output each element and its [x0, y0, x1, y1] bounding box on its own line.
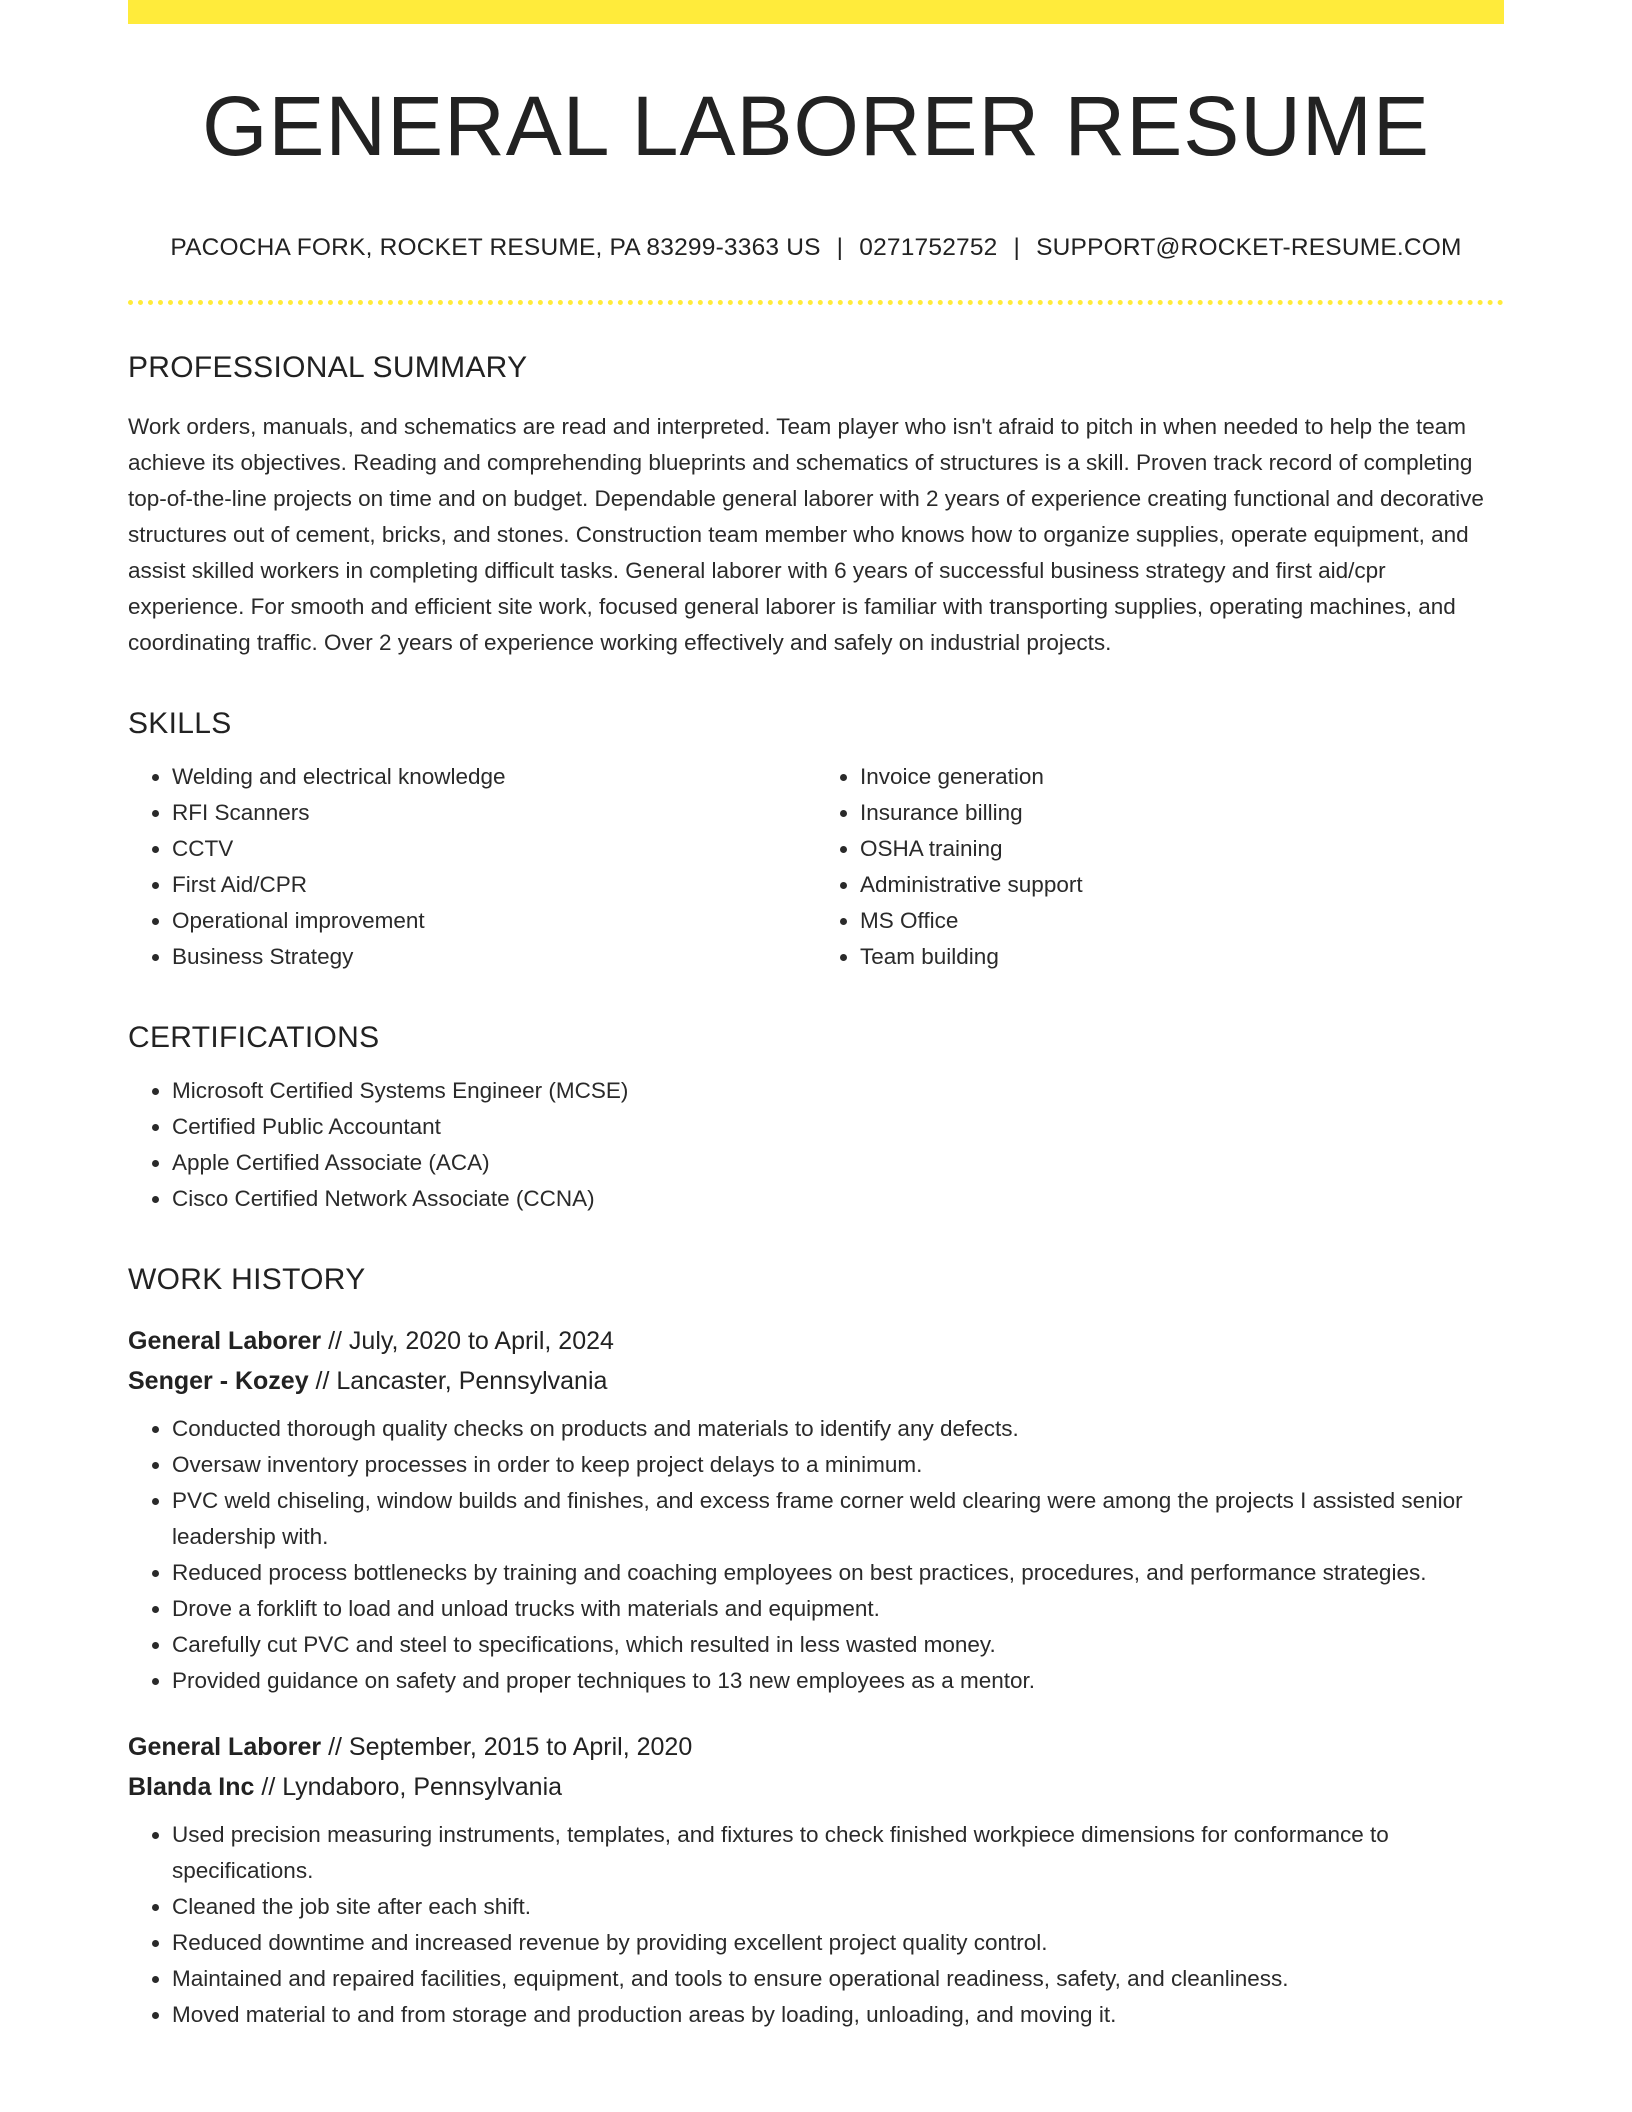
certification-item: • Cisco Certified Network Associate (CCNA)	[172, 1181, 1504, 1217]
job-title: General Laborer	[128, 1733, 322, 1762]
certifications-section	[128, 1021, 1504, 1217]
professional-summary-section	[128, 351, 1504, 661]
job-company: Blanda Inc	[128, 1773, 255, 1802]
job-duty-item: • Reduced process bottlenecks by training and coaching employees on best practices, procedures, and performance strategies.	[172, 1555, 1504, 1591]
job-entry	[128, 1727, 1504, 2033]
skill-item: • First Aid/CPR	[172, 867, 816, 903]
job-duty-item: • Conducted thorough quality checks on products and materials to identify any defects.	[172, 1411, 1504, 1447]
summary-text: Work orders, manuals, and schematics are read and interpreted. Team player who isn't afraid to pitch in when needed to help the team achieve its objectives. Reading and comprehending blueprints and schematics of structures is a skill. Proven track record of completing top-of-the-line projects on time and on budget. Dependable general laborer with 2 years of experience creating functional and decorative structures out of cement, bricks, and stones. Construction team member who knows how to organize supplies, operate equipment, and assist skilled workers in completing difficult tasks. General laborer with 6 years of successful business strategy and first aid/cpr experience. For smooth and efficient site work, focused general laborer is familiar with transporting supplies, operating machines, and coordinating traffic. Over 2 years of experience working effectively and safely on industrial projects.	[128, 414, 1484, 656]
job-entry	[128, 1321, 1504, 1699]
job-company-line	[128, 1767, 1504, 1807]
job-company-line	[128, 1361, 1504, 1401]
skill-item: • RFI Scanners	[172, 795, 816, 831]
job-dates: // July, 2020 to April, 2024	[321, 1327, 614, 1356]
job-dates: // September, 2015 to April, 2020	[321, 1733, 693, 1762]
contact-phone: 0271752752	[859, 234, 998, 262]
job-title-line	[128, 1727, 1504, 1767]
contact-line	[128, 234, 1504, 262]
skills-list-left	[128, 759, 816, 975]
job-duty-item: • Provided guidance on safety and proper techniques to 13 new employees as a mentor.	[172, 1663, 1504, 1699]
skill-item: • Invoice generation	[860, 759, 1504, 795]
job-duties-list	[128, 1817, 1504, 2033]
skill-item: • Insurance billing	[860, 795, 1504, 831]
skill-item: • Welding and electrical knowledge	[172, 759, 816, 795]
certification-item: • Apple Certified Associate (ACA)	[172, 1145, 1504, 1181]
skills-grid	[128, 741, 1504, 975]
job-company: Senger - Kozey	[128, 1367, 309, 1396]
job-duty-item: • Oversaw inventory processes in order to keep project delays to a minimum.	[172, 1447, 1504, 1483]
skill-item: • Team building	[860, 939, 1504, 975]
certification-item: • Microsoft Certified Systems Engineer (MCSE)	[172, 1073, 1504, 1109]
skill-item: • Operational improvement	[172, 903, 816, 939]
skill-item: • CCTV	[172, 831, 816, 867]
section-heading-certifications: CERTIFICATIONS	[128, 1021, 380, 1055]
skills-section	[128, 707, 1504, 975]
resume-title: GENERAL LABORER RESUME	[202, 79, 1430, 173]
job-title: General Laborer	[128, 1327, 322, 1356]
top-accent-bar	[128, 0, 1504, 24]
skill-item: • MS Office	[860, 903, 1504, 939]
job-duty-item: • Cleaned the job site after each shift.	[172, 1889, 1504, 1925]
job-duties-list	[128, 1411, 1504, 1699]
skill-item: • Administrative support	[860, 867, 1504, 903]
certifications-list	[128, 1073, 1504, 1217]
job-duty-item: • Reduced downtime and increased revenue by providing excellent project quality control.	[172, 1925, 1504, 1961]
job-duty-item: • Drove a forklift to load and unload trucks with materials and equipment.	[172, 1591, 1504, 1627]
skill-item: • Business Strategy	[172, 939, 816, 975]
contact-email: SUPPORT@ROCKET-RESUME.COM	[1036, 234, 1462, 262]
contact-separator: |	[1013, 234, 1021, 262]
job-duty-item: • Used precision measuring instruments, templates, and fixtures to check finished workpiece dimensions for conformance to specifications.	[172, 1817, 1504, 1889]
job-duty-item: • Carefully cut PVC and steel to specifications, which resulted in less wasted money.	[172, 1627, 1504, 1663]
section-heading-skills: SKILLS	[128, 707, 232, 741]
skills-list-right	[816, 759, 1504, 975]
job-duty-item: • Maintained and repaired facilities, equipment, and tools to ensure operational readiness, safety, and cleanliness.	[172, 1961, 1504, 1997]
job-duty-item: • Moved material to and from storage and production areas by loading, unloading, and moving it.	[172, 1997, 1504, 2033]
certification-item: • Certified Public Accountant	[172, 1109, 1504, 1145]
contact-address: PACOCHA FORK, ROCKET RESUME, PA 83299-3363 US	[170, 234, 821, 262]
job-duty-item: • PVC weld chiseling, window builds and finishes, and excess frame corner weld clearing were among the projects I assisted senior leadership with.	[172, 1483, 1504, 1555]
section-heading-summary: PROFESSIONAL SUMMARY	[128, 351, 528, 385]
section-heading-work-history: WORK HISTORY	[128, 1263, 366, 1297]
contact-separator: |	[836, 234, 844, 262]
dotted-divider	[128, 300, 1504, 305]
job-location: // Lancaster, Pennsylvania	[308, 1367, 608, 1396]
resume-page	[128, 0, 1504, 2033]
job-location: // Lyndaboro, Pennsylvania	[254, 1773, 563, 1802]
job-title-line	[128, 1321, 1504, 1361]
skill-item: • OSHA training	[860, 831, 1504, 867]
work-history-section	[128, 1263, 1504, 2033]
